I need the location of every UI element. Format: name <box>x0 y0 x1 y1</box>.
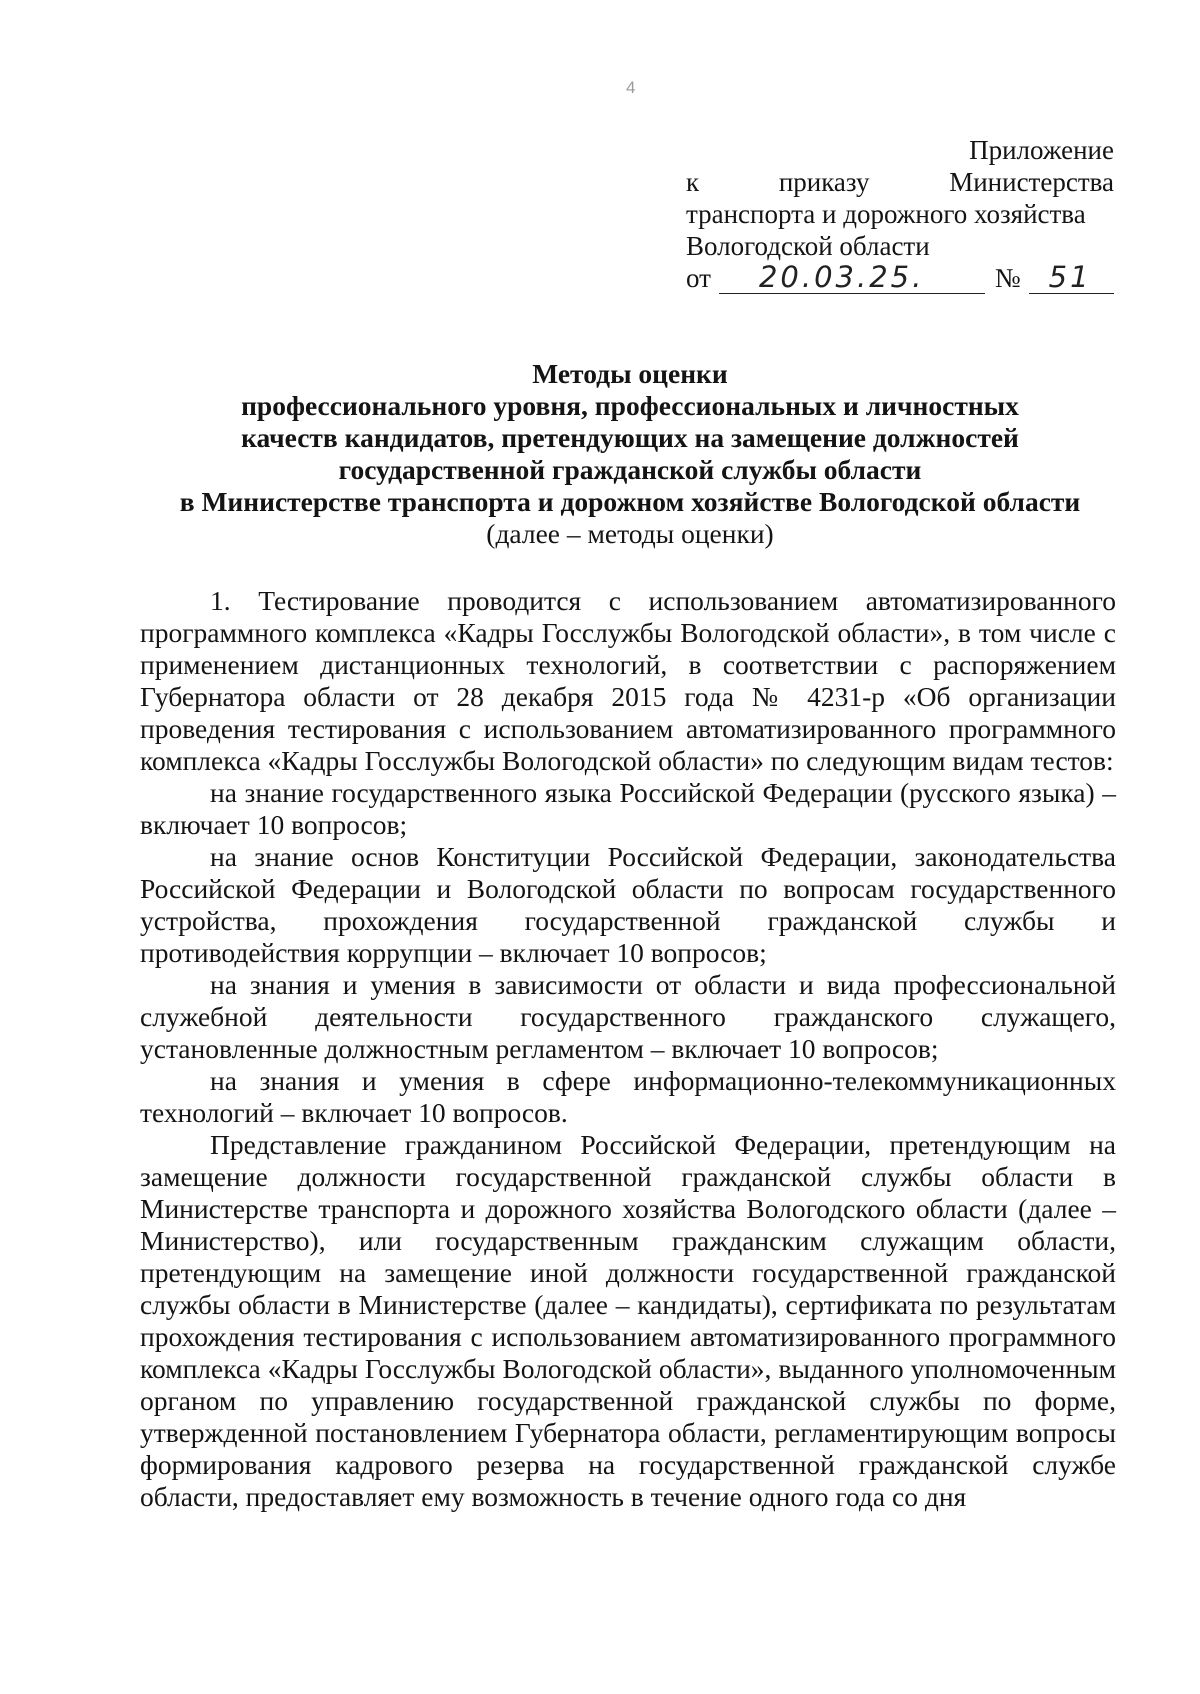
appendix-label: Приложение <box>969 135 1114 165</box>
appendix-order-line: к приказу Министерства <box>686 167 1114 197</box>
appendix-date-number-line <box>686 262 1114 294</box>
title-line-4: государственной гражданской службы области <box>338 454 922 485</box>
appendix-region-line: Вологодской области <box>686 231 930 261</box>
paragraph-6: Представление гражданином Российской Федерации, претендующим на замещение должности государственной гражданской службы области в Министерстве транспорта и дорожного хозяйства Вологодского области (далее – Министерство), или государственным гражданским служащим области, претендующим на замещение иной должности государственной гражданской службы области в Министерстве (далее – кандидаты), сертификата по результатам прохождения тестирования с использованием автоматизированного программного комплекса «Кадры Госслужбы Вологодской области», выданного уполномоченным органом по управлению государственной гражданской службы по форме, утвержденной постановлением Губернатора области, регламентирующим вопросы формирования кадрового резерва на государственной гражданской службе области, предоставляет ему возможность в течение одного года со дня <box>140 1129 1116 1512</box>
handwritten-number: 51 <box>1048 260 1092 294</box>
date-field <box>719 260 985 294</box>
number-field <box>1029 260 1114 294</box>
title-line-1: Методы оценки <box>532 358 728 389</box>
number-prefix: № <box>994 263 1021 293</box>
paragraph-2: на знание государственного языка Российской Федерации (русского языка) – включает 10 вопросов; <box>140 777 1116 840</box>
page-number: 4 <box>626 78 636 97</box>
title-line-5: в Министерстве транспорта и дорожном хозяйстве Вологодской области <box>179 486 1081 517</box>
paragraph-3: на знание основ Конституции Российской Федерации, законодательства Российской Федерации и Вологодской области по вопросам государственного устройства, прохождения государственной гражданской службы и противодействия коррупции – включает 10 вопросов; <box>140 841 1116 968</box>
title-line-2: профессионального уровня, профессиональных и личностных <box>241 390 1019 421</box>
document-title <box>120 358 1140 550</box>
paragraph-1: 1. Тестирование проводится с использованием автоматизированного программного комплекса «Кадры Госслужбы Вологодской области», в том числе с применением дистанционных технологий, в соответствии с распоряжением Губернатора области от 28 декабря 2015 года № 4231-р «Об организации проведения тестирования с использованием автоматизированного программного комплекса «Кадры Госслужбы Вологодской области» по следующим видам тестов: <box>140 585 1116 776</box>
title-subtitle: (далее – методы оценки) <box>486 518 774 549</box>
paragraph-4: на знания и умения в зависимости от области и вида профессиональной служебной деятельности государственного гражданского служащего, установленные должностным регламентом – включает 10 вопросов; <box>140 969 1116 1064</box>
date-prefix: от <box>686 263 711 293</box>
title-line-3: качеств кандидатов, претендующих на замещение должностей <box>241 422 1019 453</box>
document-body <box>140 585 1116 1513</box>
paragraph-5: на знания и умения в сфере информационно-телекоммуникационных технологий – включает 10 вопросов. <box>140 1065 1116 1128</box>
appendix-ministry-line: транспорта и дорожного хозяйства <box>686 199 1086 229</box>
appendix-header <box>686 134 1114 294</box>
handwritten-date: 20.03.25. <box>758 260 925 294</box>
